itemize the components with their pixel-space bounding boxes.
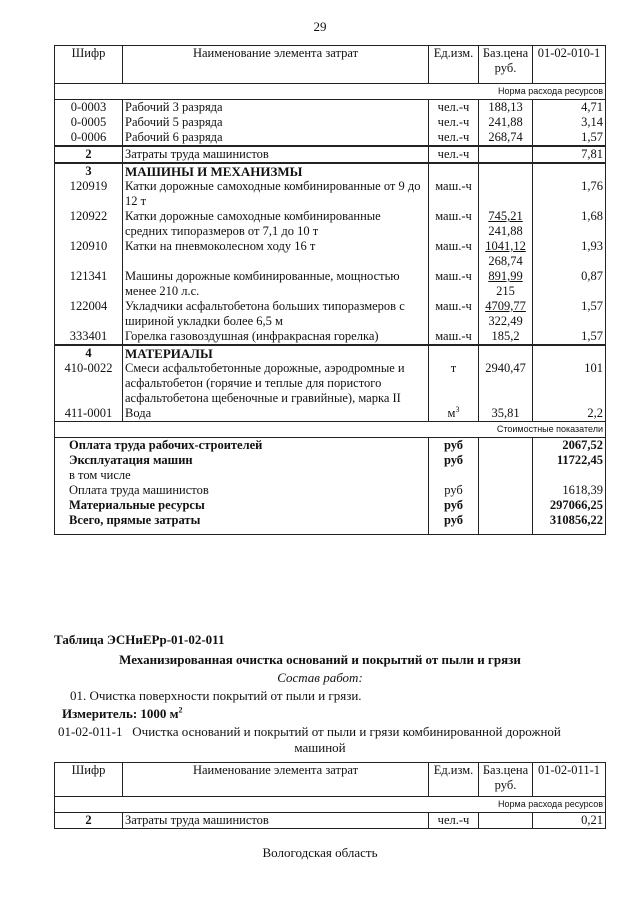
row-name: Затраты труда машинистов xyxy=(123,146,429,163)
row-value: 2,2 xyxy=(533,406,606,422)
summary-row xyxy=(55,438,606,454)
summary-label: Материальные ресурсы xyxy=(55,498,429,513)
header-unit: Ед.изм. xyxy=(429,763,479,797)
resource-table-01-02-010-1 xyxy=(54,45,606,535)
row-unit: маш.-ч xyxy=(429,329,479,345)
summary-price-cell xyxy=(479,468,533,483)
row-code: 120919 xyxy=(55,179,123,209)
row-value: 1,57 xyxy=(533,329,606,345)
row-price: 2940,47 xyxy=(479,361,533,406)
row-value: 4,71 xyxy=(533,100,606,116)
header-norm-code: 01-02-011-1 xyxy=(533,763,606,797)
row-price-secondary: 241,88 xyxy=(488,224,523,238)
header-price-line1: Баз.цена xyxy=(482,763,529,777)
header-price xyxy=(479,763,533,797)
row-value xyxy=(533,163,606,179)
norm-label-row xyxy=(55,84,606,100)
row-unit: маш.-ч xyxy=(429,239,479,269)
header-price-line2: руб. xyxy=(494,778,517,792)
row-code: 120922 xyxy=(55,209,123,239)
row-price: 35,81 xyxy=(479,406,533,422)
section-heading: Механизированная очистка оснований и покрытий от пыли и грязи xyxy=(119,652,521,667)
row-unit: чел.-ч xyxy=(429,813,479,829)
row-value: 1,57 xyxy=(533,130,606,146)
table-row xyxy=(55,146,606,163)
summary-label: Оплата труда рабочих-строителей xyxy=(55,438,429,454)
norm-code: 01-02-011-1 xyxy=(58,724,123,739)
row-code: 333401 xyxy=(55,329,123,345)
row-name: Машины дорожные комбинированные, мощностью менее 210 л.с. xyxy=(123,269,429,299)
summary-unit xyxy=(429,468,479,483)
row-name: Катки дорожные самоходные комбинированные средних типоразмеров от 7,1 до 10 т xyxy=(123,209,429,239)
row-name: Горелка газовоздушная (инфракрасная горелка) xyxy=(123,329,429,345)
row-price-primary: 4709,77 xyxy=(485,299,526,313)
row-value: 101 xyxy=(533,361,606,406)
summary-row xyxy=(55,483,606,498)
row-name: Смеси асфальтобетонные дорожные, аэродромные и асфальтобетон (горячие и теплые для пористого асфальтобетона щебеночные и гравийные), марка II xyxy=(123,361,429,406)
header-code: Шифр xyxy=(55,763,123,797)
composition-title: Состав работ: xyxy=(277,670,363,685)
summary-price-cell xyxy=(479,438,533,454)
row-name: Катки дорожные самоходные комбинированные от 9 до 12 т xyxy=(123,179,429,209)
header-price-line2: руб. xyxy=(494,61,517,75)
row-price-secondary: 322,49 xyxy=(488,314,523,328)
summary-value xyxy=(533,468,606,483)
row-price xyxy=(479,345,533,361)
row-price-primary: 745,21 xyxy=(488,209,523,223)
row-price: 241,88 xyxy=(479,115,533,130)
row-code: 0-0005 xyxy=(55,115,123,130)
row-unit: чел.-ч xyxy=(429,146,479,163)
row-unit: т xyxy=(429,361,479,406)
norm-label: Норма расхода ресурсов xyxy=(55,84,606,100)
summary-value: 310856,22 xyxy=(533,513,606,535)
row-code: 0-0003 xyxy=(55,100,123,116)
page-number: 29 xyxy=(313,19,327,34)
row-name: Рабочий 6 разряда xyxy=(123,130,429,146)
row-price-secondary: 268,74 xyxy=(488,254,523,268)
table-header-row xyxy=(55,763,606,797)
row-code: 121341 xyxy=(55,269,123,299)
table-row xyxy=(55,813,606,829)
summary-label: Оплата труда машинистов xyxy=(55,483,429,498)
cost-label-row xyxy=(55,422,606,438)
row-code: 2 xyxy=(55,146,123,163)
row-unit: маш.-ч xyxy=(429,269,479,299)
summary-label: в том числе xyxy=(55,468,429,483)
row-code: 4 xyxy=(55,345,123,361)
table-row xyxy=(55,406,606,422)
summary-unit: руб xyxy=(429,483,479,498)
row-unit-base: м xyxy=(447,406,456,420)
row-price xyxy=(479,813,533,829)
row-price: 188,13 xyxy=(479,100,533,116)
row-name: Рабочий 3 разряда xyxy=(123,100,429,116)
table-row xyxy=(55,209,606,239)
norm-label-row xyxy=(55,797,606,813)
footer-region: Вологодская область xyxy=(262,845,378,860)
table-row xyxy=(55,239,606,269)
summary-label: Всего, прямые затраты xyxy=(55,513,429,535)
meter-label-text: Измеритель: 1000 м xyxy=(62,706,179,721)
table-title: Таблица ЭСНиЕРр-01-02-011 xyxy=(54,632,225,647)
row-price: 268,74 xyxy=(479,130,533,146)
table-row xyxy=(55,130,606,146)
norm-description-line1: Очистка оснований и покрытий от пыли и грязи комбинированной дорожной xyxy=(132,724,561,739)
summary-row xyxy=(55,453,606,468)
row-name: Укладчики асфальтобетона больших типоразмеров с шириной укладки более 6,5 м xyxy=(123,299,429,329)
summary-label: Эксплуатация машин xyxy=(55,453,429,468)
summary-row xyxy=(55,513,606,535)
row-value: 0,87 xyxy=(533,269,606,299)
meter-label xyxy=(62,706,183,722)
header-price xyxy=(479,46,533,84)
summary-row xyxy=(55,468,606,483)
section-title: МАШИНЫ И МЕХАНИЗМЫ xyxy=(123,163,429,179)
row-unit: чел.-ч xyxy=(429,100,479,116)
table-row xyxy=(55,329,606,345)
row-price-primary: 891,99 xyxy=(488,269,523,283)
summary-value: 297066,25 xyxy=(533,498,606,513)
cost-label: Стоимостные показатели xyxy=(55,422,606,438)
row-unit: маш.-ч xyxy=(429,209,479,239)
summary-unit: руб xyxy=(429,498,479,513)
row-unit: чел.-ч xyxy=(429,115,479,130)
summary-value: 2067,52 xyxy=(533,438,606,454)
row-unit xyxy=(429,345,479,361)
row-unit: маш.-ч xyxy=(429,299,479,329)
row-price-primary: 1041,12 xyxy=(485,239,526,253)
header-name: Наименование элемента затрат xyxy=(123,46,429,84)
header-norm-code: 01-02-010-1 xyxy=(533,46,606,84)
section-row xyxy=(55,345,606,361)
row-value: 7,81 xyxy=(533,146,606,163)
row-price xyxy=(479,239,533,269)
row-code: 120910 xyxy=(55,239,123,269)
table-row xyxy=(55,100,606,116)
row-name: Катки на пневмоколесном ходу 16 т xyxy=(123,239,429,269)
row-value: 1,93 xyxy=(533,239,606,269)
header-price-line1: Баз.цена xyxy=(482,46,529,60)
summary-price-cell xyxy=(479,483,533,498)
row-price xyxy=(479,299,533,329)
row-unit: чел.-ч xyxy=(429,130,479,146)
row-value: 0,21 xyxy=(533,813,606,829)
section-row xyxy=(55,163,606,179)
row-price xyxy=(479,209,533,239)
header-code: Шифр xyxy=(55,46,123,84)
row-price-secondary: 215 xyxy=(496,284,515,298)
table-row xyxy=(55,115,606,130)
row-value: 1,68 xyxy=(533,209,606,239)
row-unit: маш.-ч xyxy=(429,179,479,209)
table-row xyxy=(55,299,606,329)
summary-value: 11722,45 xyxy=(533,453,606,468)
summary-price-cell xyxy=(479,498,533,513)
row-name: Затраты труда машинистов xyxy=(123,813,429,829)
norm-label: Норма расхода ресурсов xyxy=(55,797,606,813)
row-price xyxy=(479,269,533,299)
row-price: 185,2 xyxy=(479,329,533,345)
row-value: 1,76 xyxy=(533,179,606,209)
row-code: 0-0006 xyxy=(55,130,123,146)
summary-price-cell xyxy=(479,513,533,535)
meter-label-sup: 2 xyxy=(178,705,183,715)
row-code: 411-0001 xyxy=(55,406,123,422)
row-price xyxy=(479,146,533,163)
summary-unit: руб xyxy=(429,438,479,454)
table-row xyxy=(55,179,606,209)
row-value: 1,57 xyxy=(533,299,606,329)
row-code: 410-0022 xyxy=(55,361,123,406)
header-name: Наименование элемента затрат xyxy=(123,763,429,797)
table-header-row xyxy=(55,46,606,84)
row-price xyxy=(479,163,533,179)
row-price xyxy=(479,179,533,209)
row-code: 2 xyxy=(55,813,123,829)
row-name: Вода xyxy=(123,406,429,422)
norm-description xyxy=(58,724,561,740)
row-code: 3 xyxy=(55,163,123,179)
section-title: МАТЕРИАЛЫ xyxy=(123,345,429,361)
summary-row xyxy=(55,498,606,513)
row-unit xyxy=(429,163,479,179)
composition-item: 01. Очистка поверхности покрытий от пыли и грязи. xyxy=(70,688,362,703)
row-code: 122004 xyxy=(55,299,123,329)
norm-description-line2: машиной xyxy=(294,740,346,755)
row-name: Рабочий 5 разряда xyxy=(123,115,429,130)
summary-price-cell xyxy=(479,453,533,468)
summary-unit: руб xyxy=(429,513,479,535)
summary-unit: руб xyxy=(429,453,479,468)
row-unit-sup: 3 xyxy=(455,404,460,414)
summary-value: 1618,39 xyxy=(533,483,606,498)
table-row xyxy=(55,269,606,299)
header-unit: Ед.изм. xyxy=(429,46,479,84)
row-unit xyxy=(429,406,479,422)
row-value: 3,14 xyxy=(533,115,606,130)
table-row xyxy=(55,361,606,406)
resource-table-01-02-011-1 xyxy=(54,762,606,829)
row-value xyxy=(533,345,606,361)
